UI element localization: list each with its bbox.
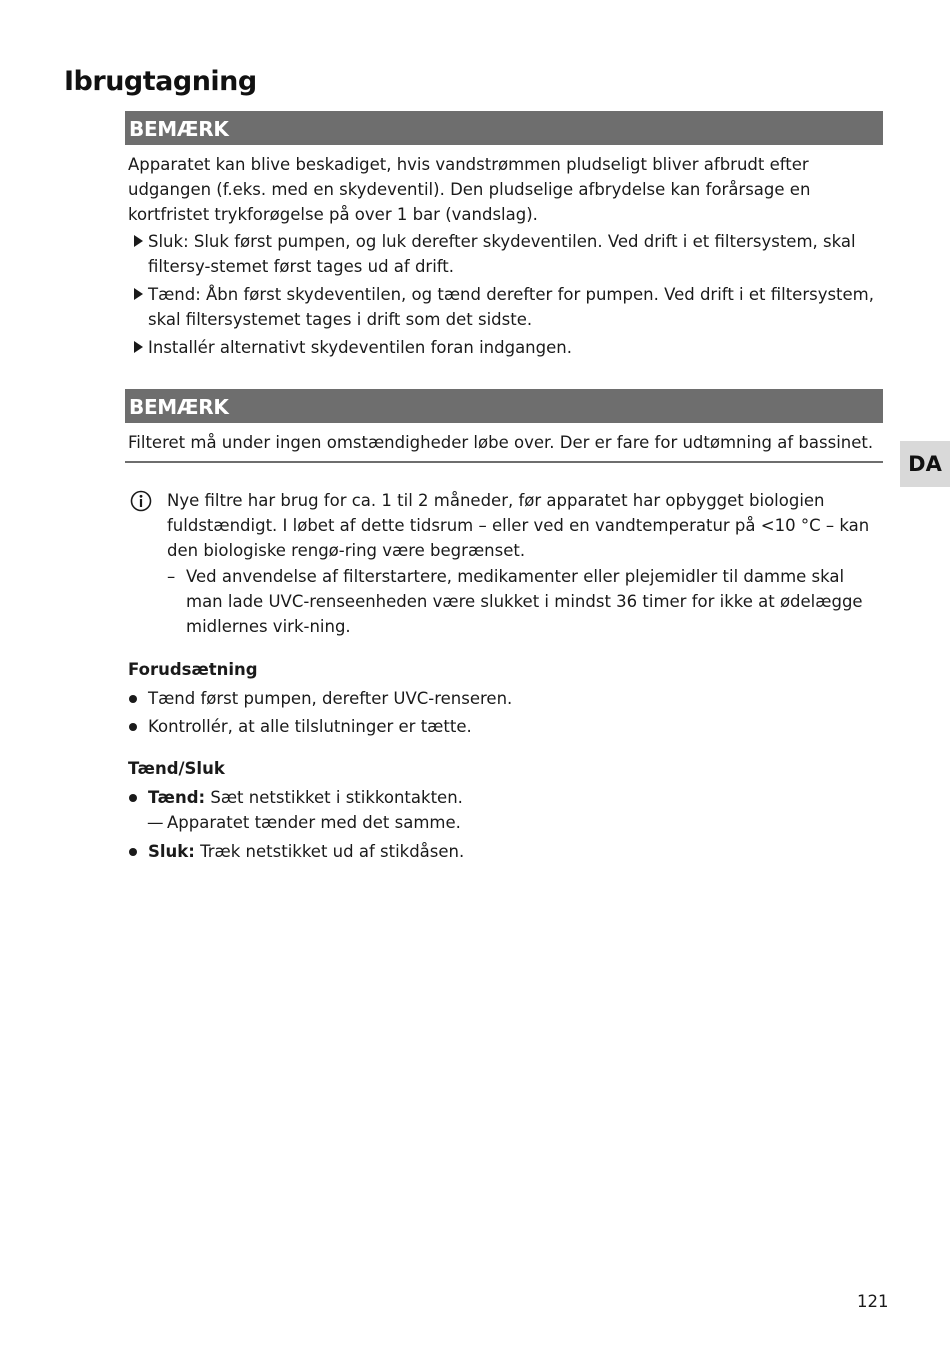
on-text: Sæt netstikket i stikkontakten. [210, 788, 463, 807]
on-label: Tænd: [148, 788, 206, 807]
bullet-dot-icon [129, 723, 137, 731]
notice-body [125, 145, 883, 399]
info-icon [130, 490, 152, 512]
info-sub-text: Ved anvendelse af filterstartere, medikamenter eller plejemidler til damme skal man lade UVC-renseenheden være slukket i mindst 36 timer for ikke at ødelægge midlernes virk-ning. [186, 567, 863, 636]
action-step [128, 282, 883, 333]
on-off-section [128, 756, 884, 867]
action-step [128, 335, 883, 361]
notice-box-overflow [125, 389, 883, 463]
section-heading: Tænd/Sluk [128, 759, 225, 778]
notice-header: BEMÆRK [125, 389, 883, 423]
bullet-dot-icon [129, 848, 137, 856]
result-line [128, 810, 884, 835]
off-text: Træk netstikket ud af stikdåsen. [200, 842, 465, 861]
section-heading: Forudsætning [128, 660, 258, 679]
triangle-bullet-icon [134, 288, 143, 300]
notice-text: Filteret må under ingen omstændigheder løbe over. Der er fare for udtømning af bassinet. [128, 433, 874, 452]
dash-marker: – [167, 567, 176, 586]
list-item [128, 686, 884, 711]
page-title: Ibrugtagning [64, 66, 257, 97]
triangle-bullet-icon [134, 341, 143, 353]
notice-box-water-hammer [125, 111, 883, 399]
result-text: Apparatet tænder med det samme. [167, 813, 461, 832]
action-step [128, 229, 883, 280]
info-text: Nye filtre har brug for ca. 1 til 2 måneder, før apparatet har opbygget biologien fuldstændigt. I løbet af dette tidsrum – eller ved en vandtemperatur på <10 °C – kan den biologiske rengø-ring være begrænset. [167, 491, 870, 560]
dash-marker: — [147, 813, 164, 832]
info-sub-item [128, 564, 884, 639]
action-step-text: Tænd: Åbn først skydeventilen, og tænd derefter for pumpen. Ved drift i et filtersystem, skal filtersystemet tages i drift som det sidste. [148, 285, 874, 329]
notice-body [125, 423, 883, 463]
notice-text: Apparatet kan blive beskadiget, hvis vandstrømmen pludseligt bliver afbrudt efter udgangen (f.eks. med en skydeventil). Den pludselige afbrydelse kan forårsage en kortfristet trykforøgelse på over 1 bar (vandslag). [128, 155, 811, 224]
notice-header: BEMÆRK [125, 111, 883, 145]
info-note [128, 488, 884, 639]
list-item-off [128, 839, 884, 864]
triangle-bullet-icon [134, 235, 143, 247]
list-item-on [128, 785, 884, 810]
prerequisites-section [128, 657, 884, 742]
action-step-text: Installér alternativt skydeventilen foran indgangen. [148, 338, 572, 357]
list-item-text: Tænd først pumpen, derefter UVC-renseren. [148, 689, 513, 708]
list-item [128, 714, 884, 739]
page-number: 121 [857, 1292, 889, 1311]
action-step-text: Sluk: Sluk først pumpen, og luk derefter skydeventilen. Ved drift i et filtersystem, skal filtersy-stemet først tages ud af drift. [148, 232, 856, 276]
language-tab: DA [900, 441, 950, 487]
bullet-dot-icon [129, 794, 137, 802]
off-label: Sluk: [148, 842, 195, 861]
bullet-dot-icon [129, 695, 137, 703]
list-item-text: Kontrollér, at alle tilslutninger er tætte. [148, 717, 472, 736]
